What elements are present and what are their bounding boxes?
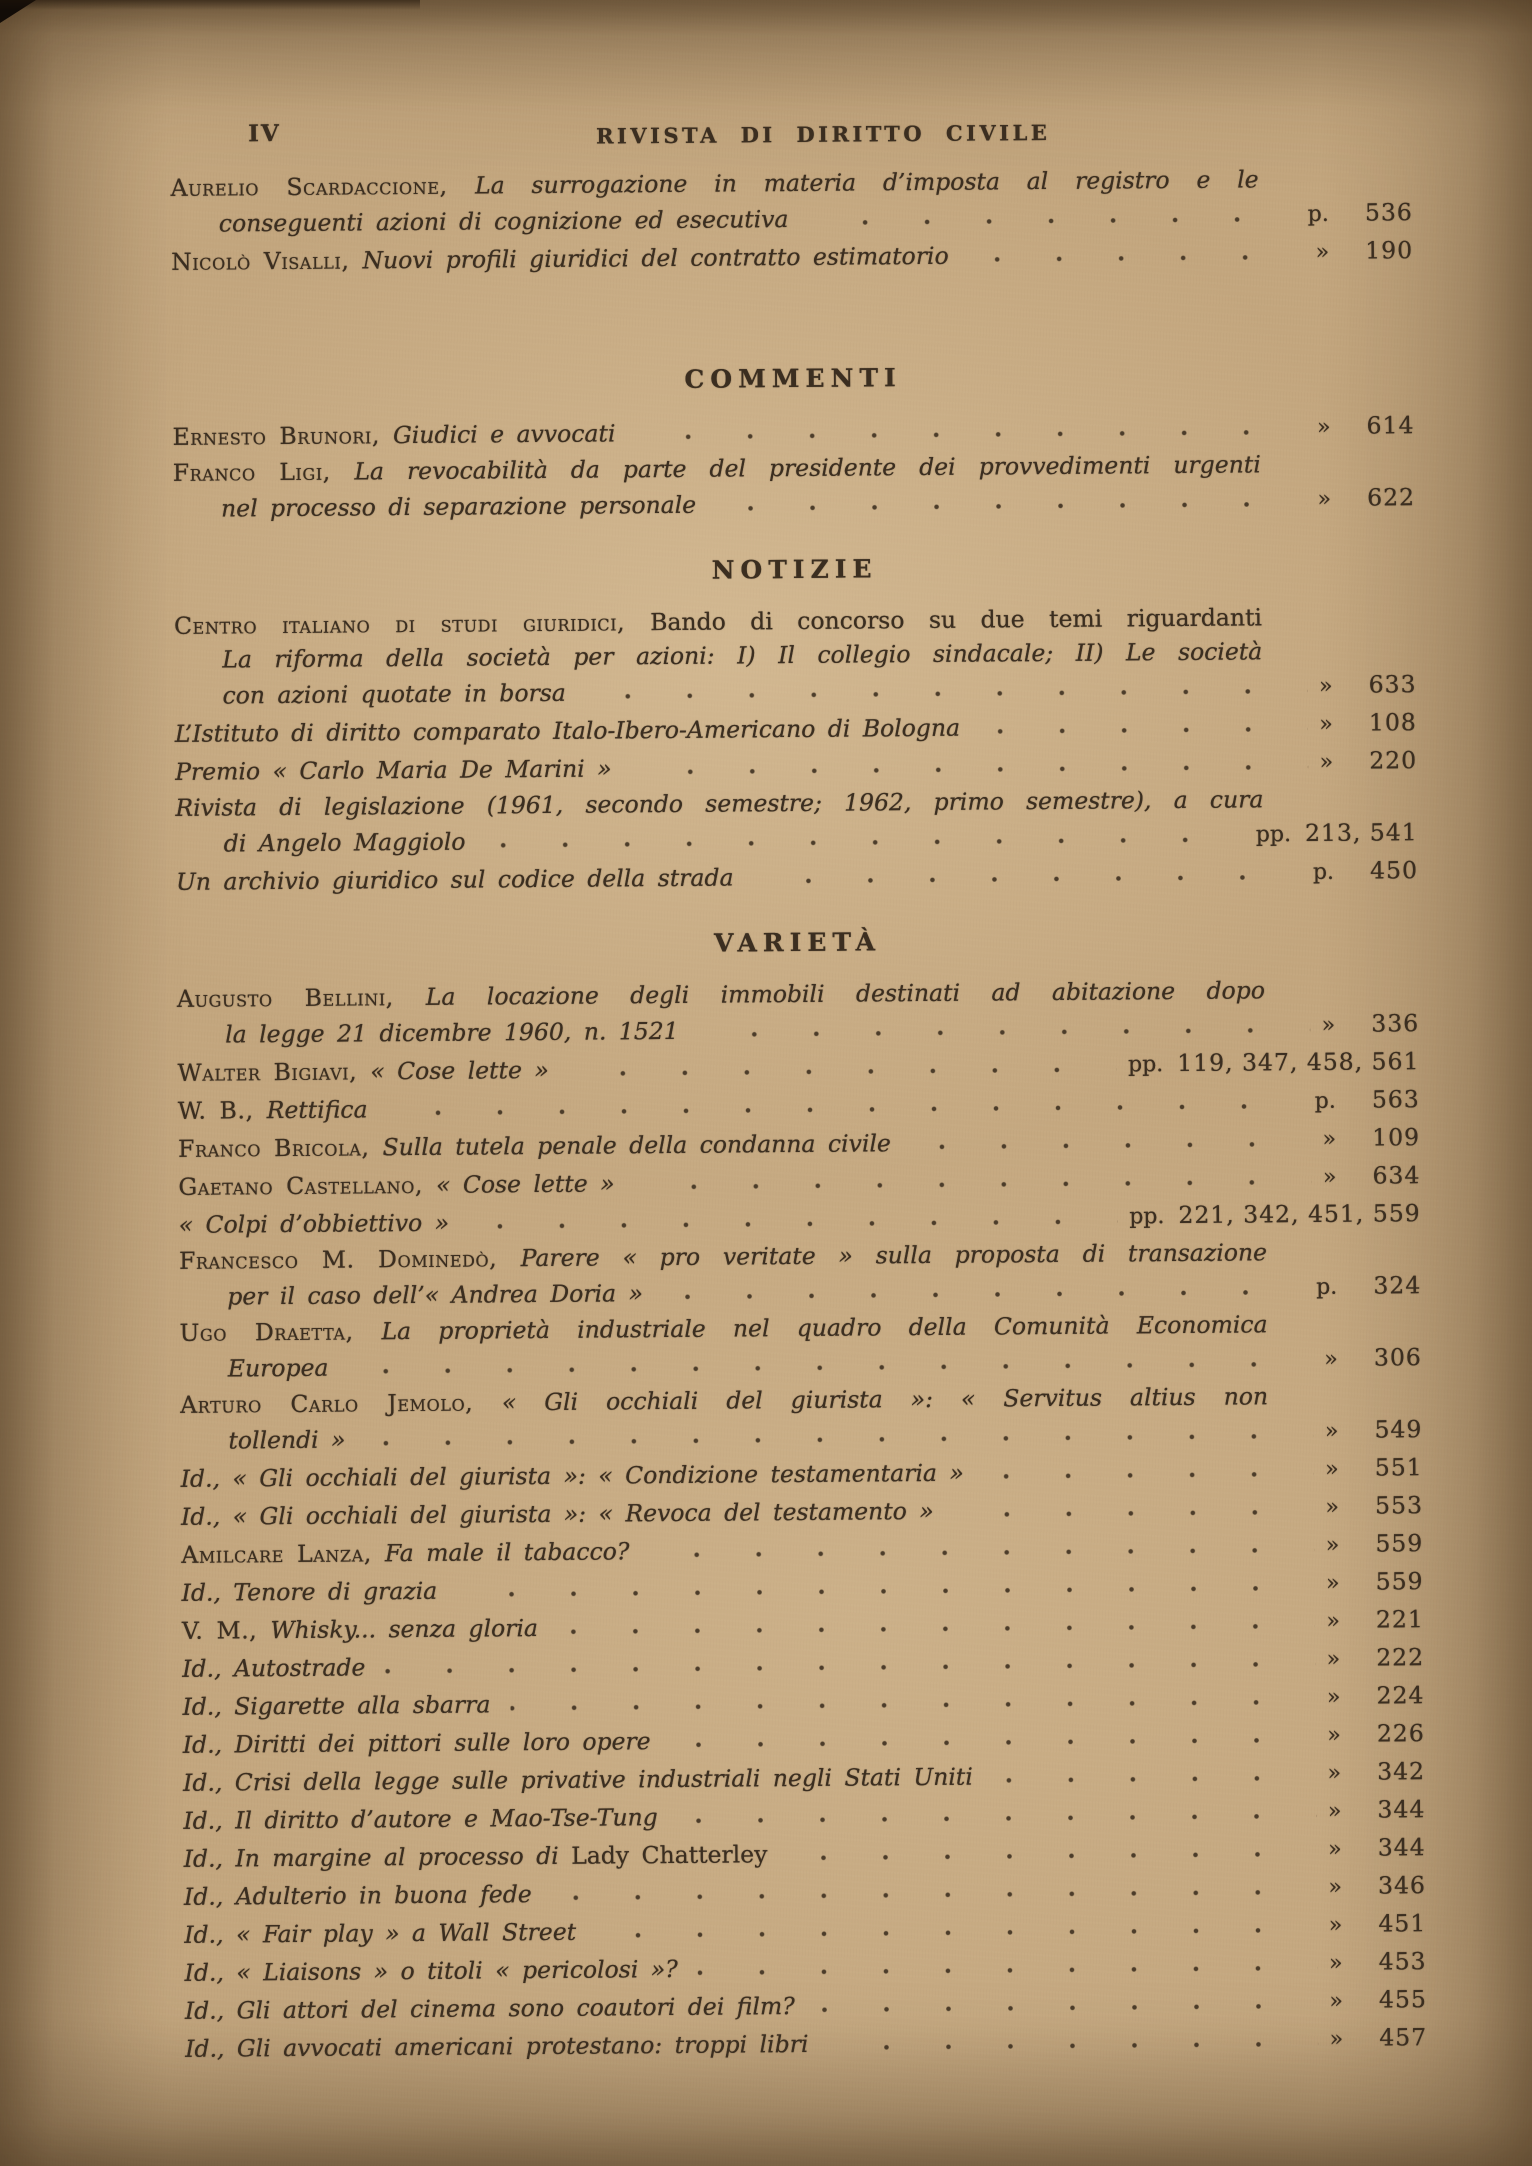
page-ref-number: 344 [1377,1833,1426,1862]
page-ref-number: 190 [1365,236,1414,265]
page-ref-number: 553 [1374,1491,1424,1520]
toc-section [176,923,1427,2066]
page-ref-sign: » [1325,1532,1340,1558]
dot-leader [993,1772,1316,1787]
page-ref [1329,1906,1427,1943]
text-segment: Id., Gli attori del cinema sono coautori dei film? [184,1992,795,2025]
page-ref [1322,1120,1420,1157]
page-ref [1327,1678,1425,1715]
page-ref-number: 453 [1378,1947,1427,1976]
text-segment: Bando di concorso su due temi riguardanti [650,603,1263,637]
dot-leader [698,1962,1317,1979]
entry-text [185,1989,795,2028]
page-ref-sign: » [1316,414,1331,440]
text-segment: la legge 21 dicembre 1960, n. 1521 [225,1016,679,1049]
dot-leader [385,1658,1314,1677]
text-segment: Id., Gli avvocati americani protestano: troppi libri [185,2029,809,2063]
page-ref-sign: » [1321,1012,1336,1038]
page-ref [1319,667,1417,704]
entry-text [175,785,1263,822]
toc-line [171,233,1413,279]
page-ref-number: 306 [1373,1343,1422,1372]
page-ref-number: 109 [1372,1123,1421,1152]
text-segment: « Gli occhiali del giurista »: « Servitus altius non [501,1382,1269,1417]
dot-leader [787,1848,1316,1864]
page-ref-number: 324 [1373,1271,1422,1300]
page-ref [1128,1044,1420,1082]
page-ref-number: 220 [1369,746,1418,775]
page-ref-sign: » [1319,711,1333,737]
page-ref [1326,1602,1424,1639]
page-ref [1327,1640,1425,1677]
entry-text [181,1574,437,1610]
entry-text [184,1837,768,1876]
entry-text [181,1494,934,1534]
page-ref-sign: » [1326,1646,1341,1672]
text-segment: W. B., [177,1096,267,1125]
page-ref-sign: » [1329,2026,1344,2052]
page-ref [1315,1082,1420,1119]
dot-leader [485,833,1244,851]
page-ref-number: 455 [1378,1985,1427,2014]
dot-leader [469,1215,1117,1232]
text-segment: Id., « Gli occhiali del giurista »: « Condizione testamentaria » [180,1458,964,1493]
text-segment: per il caso dell’« Andrea Doria » [227,1279,644,1311]
page-ref [1329,1982,1427,2019]
text-segment: Sulla tutela penale della condanna civile [382,1129,891,1162]
dot-leader [984,1468,1314,1483]
entry-text [184,1952,677,1990]
page-ref-sign: p. [1307,201,1329,227]
entry-text [171,239,949,279]
entry-text [182,1687,490,1723]
dot-leader [969,251,1304,266]
page-ref-sign: » [1327,1760,1342,1786]
page-ref [1325,1450,1423,1487]
page-ref-number: 457 [1379,2023,1428,2052]
text-segment: Id., Sigarette alla sbarra [182,1690,491,1721]
page-ref-number: 222 [1376,1643,1425,1672]
text-segment: Id., Adulterio in buona fede [183,1880,532,1911]
page-ref-sign: » [1328,1874,1343,1900]
dot-leader [635,1176,1311,1193]
entry-text [185,2027,808,2066]
entry-text [182,1611,538,1648]
page-ref [1328,1830,1426,1867]
text-segment: Id., Crisi della legge sulle privative industriali negli Stati Uniti [182,1762,973,1797]
text-segment: Gaetano Castellano, [178,1170,437,1201]
page-ref-number: 451 [1378,1909,1427,1938]
page-ref-sign: pp. [1255,822,1292,848]
page-ref-sign: » [1326,1608,1340,1634]
dot-leader [388,1100,1303,1119]
page-ref-sign: » [1322,1126,1337,1152]
dot-leader [569,1063,1116,1079]
page-ref-sign: pp. [1127,1052,1164,1078]
toc-entry [179,1306,1422,1386]
entry-text [174,603,1262,640]
section-heading: COMMENTI [684,363,902,394]
dot-leader [828,2038,1317,2054]
text-segment: Aurelio Scardaccione, [170,171,476,202]
dot-leader [457,1582,1314,1601]
entry-text [177,976,1265,1013]
page-ref-sign: » [1324,1418,1339,1444]
page-ref-number: 633 [1368,670,1417,699]
text-segment: Nuovi profili giuridici del contratto estimatorio [362,241,949,275]
page-ref [1129,1196,1421,1234]
entry-text [176,860,734,898]
dot-leader [699,1024,1310,1041]
page-ref-sign: » [1328,1912,1343,1938]
text-segment: Un archivio giuridico sul codice della strada [175,863,734,896]
page-ref [1325,1412,1423,1449]
page-ref [1328,1868,1426,1905]
text-segment: « Colpi d’obbiettivo » [178,1208,450,1239]
toc-entry [176,853,1418,899]
toc-entry [173,446,1416,526]
page-ref [1329,1944,1427,1981]
page-ref-sign: » [1322,1164,1337,1190]
toc-section [170,161,1413,279]
dot-leader [649,1544,1313,1561]
text-segment: Ernesto Brunori, [172,421,394,451]
page-ref-number: 634 [1372,1161,1421,1190]
text-segment: Id., Autostrade [182,1653,366,1683]
page-ref-number: 622 [1367,483,1416,512]
text-segment: Id., In margine al processo di [183,1841,572,1873]
table-of-contents [170,161,1427,2066]
toc-entry [179,1234,1422,1314]
page-ref [1256,815,1418,852]
text-segment: Id., Il diritto d’autore e Mao-Tse-Tung [183,1803,658,1835]
page-ref-sign: p. [1314,1088,1336,1114]
text-segment: con azioni quotate in borsa [222,678,566,710]
dot-leader [678,1810,1316,1827]
text-segment: La riforma della società per azioni: I) Il collegio sindacale; II) Le società [222,637,1263,674]
dot-leader [954,1506,1314,1521]
text-segment: Centro italiano di studi giuridici, [173,608,651,640]
text-segment: conseguenti azioni di cognizione ed esecutiva [218,205,789,238]
page-ref [1323,1158,1421,1195]
text-segment: Ugo Draetta, [179,1317,382,1347]
text-segment: La revocabilità da parte del presidente dei provvedimenti urgenti [354,450,1261,486]
dot-leader [815,2000,1318,2016]
text-segment: Franco Bricola, [178,1133,383,1163]
entry-text [178,1126,891,1166]
page-ref-number: 559 [1375,1529,1424,1558]
toc-entry [170,161,1413,241]
page-ref [1320,743,1418,780]
dot-leader [348,1358,1312,1378]
page-ref [1316,1268,1421,1305]
text-segment: tollendi » [228,1425,346,1455]
text-segment: Id., Diritti dei pittori sulle loro opere [182,1727,651,1759]
page-ref-number: 226 [1376,1719,1425,1748]
entry-text [184,1877,532,1914]
toc-entry [171,233,1413,279]
page-ref-number: 336 [1371,1009,1420,1038]
entry-text [170,165,1258,202]
running-title: RIVISTA DI DIRITTO CIVILE [595,119,1051,149]
dot-leader [632,761,1308,778]
page-ref-sign: » [1326,1570,1340,1596]
text-segment: Amilcare Lanza, [181,1539,386,1569]
page-ref-number: 549 [1374,1415,1423,1444]
dot-leader [671,1734,1316,1751]
toc-line [176,853,1418,899]
page-ref-sign: pp. [1129,1204,1165,1230]
page-ref-number: 450 [1370,856,1419,885]
toc-entry [180,1378,1423,1458]
text-segment: L’Istituto di diritto comparato Italo-Ibero-Americano di Bologna [174,713,961,748]
page-ref-number: 536 [1364,198,1413,227]
page-ref [1317,480,1415,517]
page-ref-number: 551 [1374,1453,1423,1482]
toc-entry [177,972,1420,1052]
text-segment: Premio « Carlo Maria De Marini » [175,754,612,786]
text-segment: « Cose lette » [435,1169,615,1199]
dot-leader [552,1886,1317,1904]
page-ref [1313,853,1418,890]
page-ref-sign: » [1317,486,1332,512]
page-ref-sign: » [1328,1836,1342,1862]
page-ref-number: 614 [1366,411,1415,440]
entry-text [180,1382,1268,1419]
dot-leader [558,1620,1315,1638]
page-ref [1330,2020,1428,2057]
entry-text [178,1166,614,1203]
entry-text [175,751,612,788]
dot-leader [911,1138,1311,1153]
text-segment: Id., « Gli occhiali del giurista »: « Revoca del testamento » [180,1496,934,1531]
entry-text [222,637,1262,673]
entry-text [183,1800,658,1838]
text-segment: di Angelo Maggiolo [223,827,466,858]
toc-entry [175,781,1418,861]
entry-text [228,1351,329,1386]
page-ref [1325,1488,1423,1525]
page-ref-sign: p. [1316,1274,1338,1300]
entry-text [228,1423,345,1458]
page-ref-number: 346 [1377,1871,1427,1900]
text-segment: Lady Chatterley [571,1840,768,1870]
entry-text [224,825,466,861]
page-ref [1327,1754,1425,1791]
entry-text [181,1456,964,1496]
entry-text [179,1206,450,1242]
page-ref-sign: » [1329,1988,1343,2014]
dot-leader [663,1286,1304,1303]
toc-entry [174,599,1417,713]
toc-entry [185,2020,1427,2066]
page-ref [1324,1340,1422,1377]
page-ref-number: 221 [1375,1605,1424,1634]
text-segment: La locazione degli immobili destinati ad abitazione dopo [425,976,1266,1011]
page-ref [1326,1526,1424,1563]
page-ref-sign: » [1324,1346,1338,1372]
dot-leader [635,426,1305,443]
toc-section [172,359,1415,526]
page-ref-sign: » [1325,1456,1339,1482]
text-segment: Whisky... senza gloria [270,1614,539,1645]
page-ref [1319,705,1417,742]
page-ref-number: 221, 342, 451, 559 [1178,1199,1421,1229]
dot-leader [586,685,1307,703]
dot-leader [510,1696,1315,1714]
text-segment: Id., « Liaisons » o titoli « pericolosi »? [184,1954,678,1987]
text-segment: Francesco M. Dominedò, [178,1244,521,1275]
entry-text [179,1310,1267,1347]
text-segment: Parere « pro veritate » sulla proposta di transazione [520,1238,1268,1273]
page-ref-sign: p. [1312,859,1335,885]
page-ref [1317,408,1415,445]
page-ref-number: 559 [1375,1567,1424,1596]
page-ref-number: 224 [1376,1681,1425,1710]
section-heading: VARIETÀ [713,927,882,958]
text-segment: V. M., [181,1616,271,1645]
dot-leader [596,1924,1317,1942]
entry-text [173,450,1261,487]
entry-text [172,416,615,453]
entry-text [177,1053,549,1090]
page-ref-sign: » [1325,1494,1340,1520]
page-ref [1326,1564,1424,1601]
text-segment: nel processo di separazione personale [220,490,697,523]
dot-leader [808,213,1295,229]
page-ref-sign: » [1315,239,1330,265]
page-content [170,107,1427,2068]
text-segment: Fa male il tabacco? [384,1537,630,1568]
page-ref [1322,1006,1420,1043]
page-ref-number: 108 [1368,708,1417,737]
page-ref-number: 563 [1371,1085,1420,1114]
dot-leader [980,723,1307,738]
text-segment: Walter Bigiavi, [177,1057,371,1087]
entry-text [219,202,789,240]
text-segment: Rivista di legislazione (1961, secondo semestre; 1962, primo semestre), a cura [175,785,1264,822]
dot-leader [365,1430,1313,1449]
page-ref-sign: » [1319,749,1334,775]
entry-text [183,1724,651,1762]
page-ref [1316,233,1414,270]
text-segment: La surrogazione in materia d’imposta al registro e le [474,165,1259,200]
page-ref-sign: » [1318,673,1333,699]
text-segment: Augusto Bellini, [176,982,426,1013]
page-ref-number: 213, 541 [1304,818,1418,847]
text-segment: Nicolò Visalli, [171,246,363,276]
text-segment: Id., Tenore di grazia [181,1576,438,1607]
page-ref [1308,195,1413,232]
toc-line [185,2020,1427,2066]
dot-leader [754,871,1301,887]
scan-edge-shadow [0,0,420,10]
entry-text [183,1760,973,1800]
text-segment: Franco Ligi, [172,457,355,487]
entry-text [182,1650,365,1685]
entry-text [175,711,960,751]
page-ref-number: 344 [1377,1795,1426,1824]
text-segment: Europea [227,1353,329,1383]
entry-text [178,1092,368,1127]
page-ref-sign: » [1326,1684,1341,1710]
page-number: IV [248,120,281,148]
page-ref-number: 119, 347, 458, 561 [1177,1047,1420,1077]
text-segment: Giudici e avvocati [392,419,616,450]
page-ref-sign: » [1328,1950,1343,1976]
entry-text [225,1014,679,1052]
section-heading: NOTIZIE [711,554,878,585]
page-header [170,107,1412,147]
text-segment: Arturo Carlo Jemolo, [180,1388,503,1419]
page-ref [1328,1792,1426,1829]
dot-leader [716,498,1306,515]
text-segment: La proprietà industriale nel quadro della Comunità Economica [381,1310,1268,1346]
entry-text [227,1276,643,1313]
entry-text [221,488,696,526]
entry-text [184,1915,576,1952]
entry-text [222,676,566,713]
page-ref-sign: » [1327,1798,1342,1824]
page-ref [1327,1716,1425,1753]
entry-text [181,1534,629,1572]
text-segment: Id., « Fair play » a Wall Street [184,1917,577,1949]
page-ref-sign: » [1327,1722,1341,1748]
entry-text [179,1238,1267,1275]
text-segment: « Cose lette » [370,1055,549,1086]
page-ref-number: 342 [1377,1757,1426,1786]
text-segment: Rettifica [266,1095,368,1125]
toc-section [173,550,1418,899]
